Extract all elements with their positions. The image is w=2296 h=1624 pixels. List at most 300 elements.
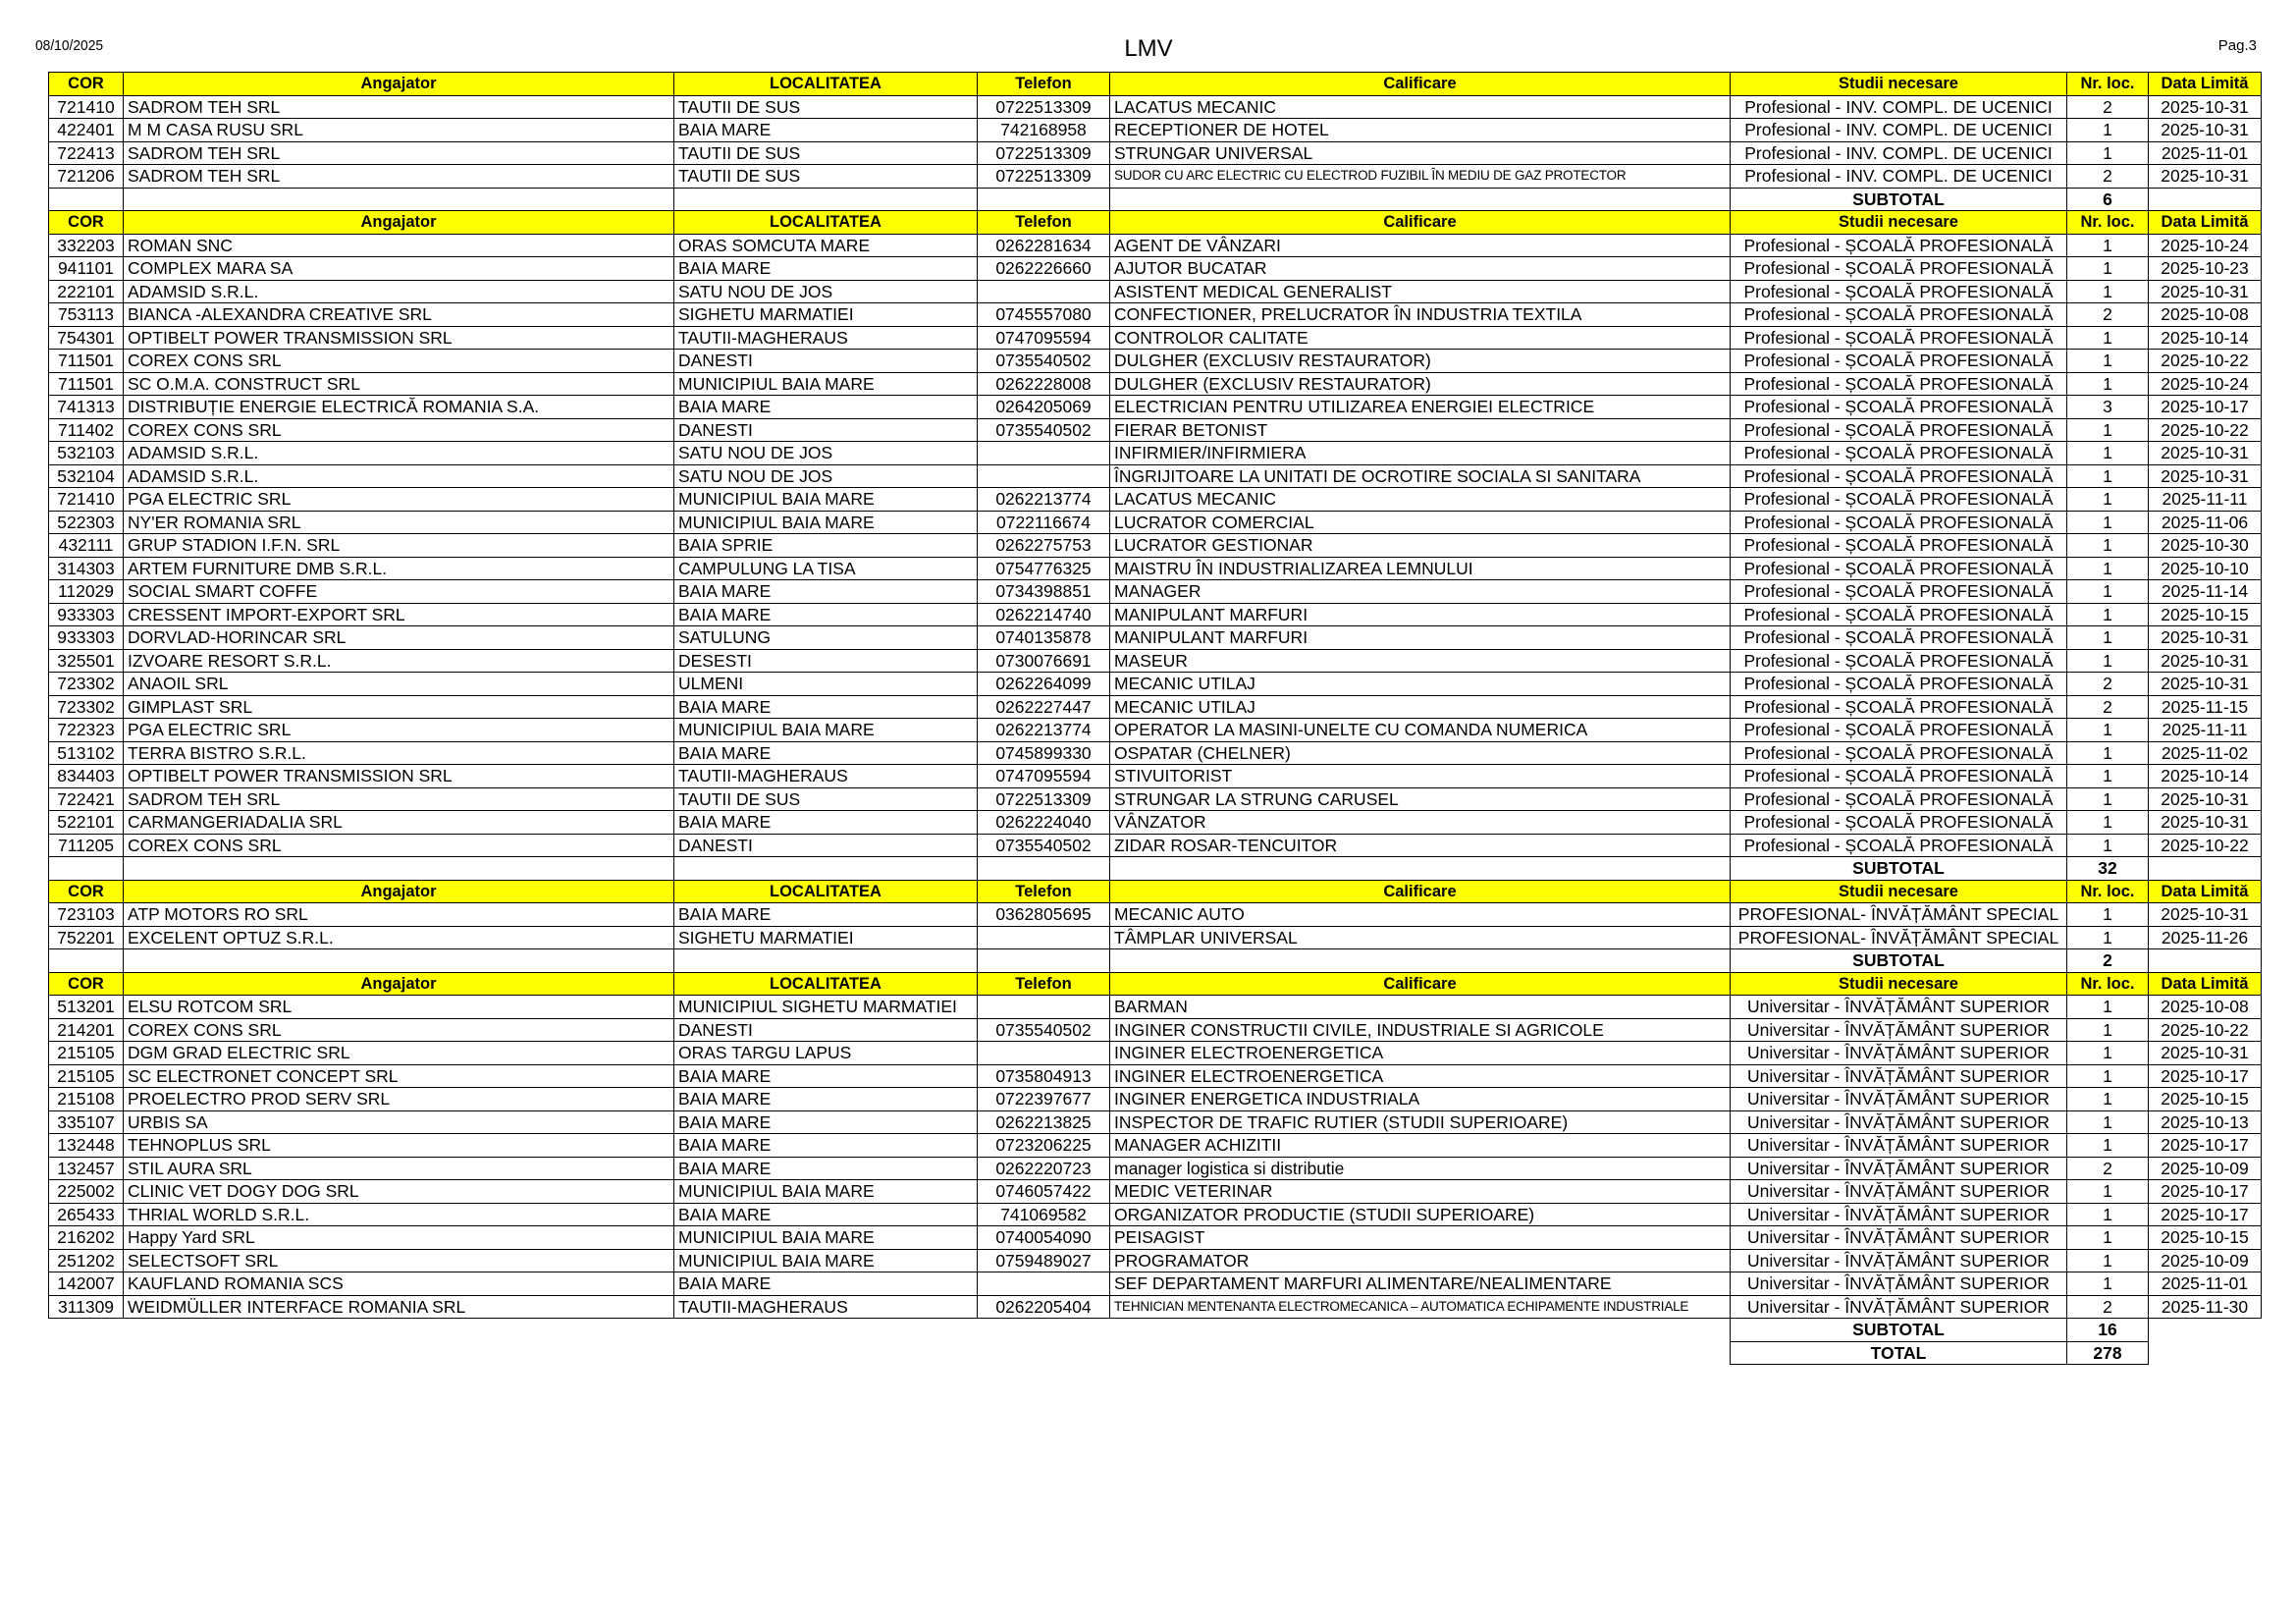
employer-cell: COREX CONS SRL <box>124 834 674 857</box>
table-row <box>49 165 2262 189</box>
positions-cell: 1 <box>2067 1249 2149 1272</box>
locality-cell: ORAS TARGU LAPUS <box>674 1042 978 1065</box>
header-nr-loc: Nr. loc. <box>2067 880 2149 903</box>
deadline-cell: 2025-10-24 <box>2149 372 2262 396</box>
positions-cell: 1 <box>2067 1272 2149 1296</box>
cor-cell: 422401 <box>49 119 124 142</box>
table-row <box>49 396 2262 419</box>
empty-cell <box>49 188 124 211</box>
locality-cell: TAUTII DE SUS <box>674 787 978 811</box>
total-value: 278 <box>2067 1341 2149 1365</box>
qualification-cell: ORGANIZATOR PRODUCTIE (STUDII SUPERIOARE) <box>1110 1203 1731 1226</box>
deadline-cell: 2025-10-31 <box>2149 464 2262 488</box>
phone-cell <box>978 996 1110 1019</box>
empty-cell <box>674 1341 978 1365</box>
subtotal-row <box>49 188 2262 211</box>
locality-cell: TAUTII-MAGHERAUS <box>674 765 978 788</box>
section-header-row <box>49 880 2262 903</box>
empty-cell <box>2149 188 2262 211</box>
positions-cell: 1 <box>2067 811 2149 835</box>
locality-cell: BAIA MARE <box>674 1110 978 1134</box>
table-row <box>49 673 2262 696</box>
table-row <box>49 1157 2262 1180</box>
qualification-cell: SEF DEPARTAMENT MARFURI ALIMENTARE/NEALIMENTARE <box>1110 1272 1731 1296</box>
cor-cell: 722413 <box>49 141 124 165</box>
deadline-cell: 2025-11-26 <box>2149 926 2262 949</box>
locality-cell: BAIA MARE <box>674 1203 978 1226</box>
employer-cell: TERRA BISTRO S.R.L. <box>124 741 674 765</box>
cor-cell: 132448 <box>49 1134 124 1158</box>
locality-cell: DANESTI <box>674 834 978 857</box>
positions-cell: 1 <box>2067 649 2149 673</box>
deadline-cell: 2025-10-24 <box>2149 234 2262 257</box>
phone-cell: 0759489027 <box>978 1249 1110 1272</box>
phone-cell <box>978 1272 1110 1296</box>
phone-cell: 741069582 <box>978 1203 1110 1226</box>
table-row <box>49 234 2262 257</box>
cor-cell: 721410 <box>49 95 124 119</box>
studies-cell: Profesional - ȘCOALĂ PROFESIONALĂ <box>1731 580 2067 604</box>
phone-cell <box>978 442 1110 465</box>
employer-cell: ADAMSID S.R.L. <box>124 442 674 465</box>
employer-cell: ARTEM FURNITURE DMB S.R.L. <box>124 557 674 580</box>
studies-cell: Profesional - INV. COMPL. DE UCENICI <box>1731 141 2067 165</box>
studies-cell: Profesional - ȘCOALĂ PROFESIONALĂ <box>1731 741 2067 765</box>
qualification-cell: manager logistica si distributie <box>1110 1157 1731 1180</box>
locality-cell: BAIA MARE <box>674 903 978 927</box>
section-header-row <box>49 211 2262 235</box>
positions-cell: 1 <box>2067 534 2149 558</box>
locality-cell: BAIA MARE <box>674 257 978 281</box>
locality-cell: TAUTII DE SUS <box>674 141 978 165</box>
positions-cell: 1 <box>2067 1226 2149 1250</box>
table-row <box>49 119 2262 142</box>
table-row <box>49 1134 2262 1158</box>
section-header-row <box>49 972 2262 996</box>
locality-cell: BAIA MARE <box>674 396 978 419</box>
cor-cell: 132457 <box>49 1157 124 1180</box>
cor-cell: 722421 <box>49 787 124 811</box>
employer-cell: THRIAL WORLD S.R.L. <box>124 1203 674 1226</box>
deadline-cell: 2025-11-02 <box>2149 741 2262 765</box>
locality-cell: TAUTII DE SUS <box>674 95 978 119</box>
phone-cell: 0722513309 <box>978 787 1110 811</box>
deadline-cell: 2025-10-23 <box>2149 257 2262 281</box>
table-row <box>49 280 2262 303</box>
phone-cell: 0362805695 <box>978 903 1110 927</box>
deadline-cell: 2025-10-22 <box>2149 418 2262 442</box>
header-studii: Studii necesare <box>1731 73 2067 96</box>
employer-cell: CRESSENT IMPORT-EXPORT SRL <box>124 603 674 626</box>
employer-cell: SADROM TEH SRL <box>124 787 674 811</box>
subtotal-row <box>49 949 2262 973</box>
phone-cell: 0262227447 <box>978 695 1110 719</box>
employer-cell: WEIDMÜLLER INTERFACE ROMANIA SRL <box>124 1295 674 1319</box>
cor-cell: 265433 <box>49 1203 124 1226</box>
table-row <box>49 1110 2262 1134</box>
employer-cell: SOCIAL SMART COFFE <box>124 580 674 604</box>
cor-cell: 723302 <box>49 673 124 696</box>
phone-cell <box>978 926 1110 949</box>
deadline-cell: 2025-10-22 <box>2149 350 2262 373</box>
deadline-cell: 2025-10-15 <box>2149 1088 2262 1111</box>
header-calificare: Calificare <box>1110 972 1731 996</box>
locality-cell: BAIA MARE <box>674 695 978 719</box>
positions-cell: 1 <box>2067 557 2149 580</box>
positions-cell: 1 <box>2067 626 2149 650</box>
employer-cell: SADROM TEH SRL <box>124 141 674 165</box>
header-telefon: Telefon <box>978 211 1110 235</box>
table-row <box>49 303 2262 327</box>
positions-cell: 1 <box>2067 1042 2149 1065</box>
positions-cell: 1 <box>2067 580 2149 604</box>
phone-cell: 0740054090 <box>978 1226 1110 1250</box>
empty-cell <box>978 1319 1110 1342</box>
locality-cell: SATU NOU DE JOS <box>674 442 978 465</box>
header-calificare: Calificare <box>1110 73 1731 96</box>
qualification-cell: PROGRAMATOR <box>1110 1249 1731 1272</box>
total-label: TOTAL <box>1731 1341 2067 1365</box>
positions-cell: 1 <box>2067 741 2149 765</box>
cor-cell: 834403 <box>49 765 124 788</box>
qualification-cell: PEISAGIST <box>1110 1226 1731 1250</box>
qualification-cell: MAISTRU ÎN INDUSTRIALIZAREA LEMNULUI <box>1110 557 1731 580</box>
subtotal-label: SUBTOTAL <box>1731 857 2067 881</box>
header-angajator: Angajator <box>124 211 674 235</box>
locality-cell: DANESTI <box>674 1018 978 1042</box>
empty-cell <box>124 949 674 973</box>
cor-cell: 941101 <box>49 257 124 281</box>
total-row <box>49 1341 2262 1365</box>
qualification-cell: SUDOR CU ARC ELECTRIC CU ELECTROD FUZIBIL ÎN MEDIU DE GAZ PROTECTOR <box>1110 165 1731 189</box>
empty-cell <box>674 188 978 211</box>
deadline-cell: 2025-11-11 <box>2149 488 2262 512</box>
studies-cell: Profesional - ȘCOALĂ PROFESIONALĂ <box>1731 442 2067 465</box>
table-row <box>49 834 2262 857</box>
phone-cell: 0722513309 <box>978 95 1110 119</box>
phone-cell: 0262220723 <box>978 1157 1110 1180</box>
employer-cell: PGA ELECTRIC SRL <box>124 719 674 742</box>
locality-cell: SIGHETU MARMATIEI <box>674 303 978 327</box>
employer-cell: GRUP STADION I.F.N. SRL <box>124 534 674 558</box>
empty-cell <box>978 1341 1110 1365</box>
locality-cell: SATU NOU DE JOS <box>674 464 978 488</box>
deadline-cell: 2025-10-31 <box>2149 787 2262 811</box>
phone-cell: 0722397677 <box>978 1088 1110 1111</box>
locality-cell: BAIA MARE <box>674 603 978 626</box>
phone-cell: 0746057422 <box>978 1180 1110 1204</box>
header-calificare: Calificare <box>1110 211 1731 235</box>
positions-cell: 1 <box>2067 1064 2149 1088</box>
cor-cell: 723302 <box>49 695 124 719</box>
locality-cell: MUNICIPIUL SIGHETU MARMATIEI <box>674 996 978 1019</box>
deadline-cell: 2025-10-31 <box>2149 673 2262 696</box>
positions-cell: 2 <box>2067 95 2149 119</box>
positions-cell: 2 <box>2067 1295 2149 1319</box>
studies-cell: Profesional - ȘCOALĂ PROFESIONALĂ <box>1731 511 2067 534</box>
qualification-cell: OPERATOR LA MASINI-UNELTE CU COMANDA NUMERICA <box>1110 719 1731 742</box>
deadline-cell: 2025-10-08 <box>2149 303 2262 327</box>
positions-cell: 1 <box>2067 719 2149 742</box>
studies-cell: Profesional - INV. COMPL. DE UCENICI <box>1731 119 2067 142</box>
table-row <box>49 1064 2262 1088</box>
locality-cell: MUNICIPIUL BAIA MARE <box>674 1180 978 1204</box>
qualification-cell: MECANIC UTILAJ <box>1110 695 1731 719</box>
subtotal-row <box>49 1319 2262 1342</box>
empty-cell <box>978 188 1110 211</box>
positions-cell: 1 <box>2067 464 2149 488</box>
locality-cell: ULMENI <box>674 673 978 696</box>
locality-cell: BAIA SPRIE <box>674 534 978 558</box>
phone-cell <box>978 464 1110 488</box>
studies-cell: Profesional - ȘCOALĂ PROFESIONALĂ <box>1731 464 2067 488</box>
positions-cell: 1 <box>2067 234 2149 257</box>
cor-cell: 432111 <box>49 534 124 558</box>
table-row <box>49 534 2262 558</box>
cor-cell: 532103 <box>49 442 124 465</box>
studies-cell: Universitar - ÎNVĂȚĂMÂNT SUPERIOR <box>1731 1018 2067 1042</box>
locality-cell: BAIA MARE <box>674 1272 978 1296</box>
deadline-cell: 2025-11-01 <box>2149 141 2262 165</box>
studies-cell: Universitar - ÎNVĂȚĂMÂNT SUPERIOR <box>1731 1110 2067 1134</box>
phone-cell: 0735540502 <box>978 834 1110 857</box>
cor-cell: 142007 <box>49 1272 124 1296</box>
positions-cell: 1 <box>2067 1180 2149 1204</box>
deadline-cell: 2025-10-09 <box>2149 1249 2262 1272</box>
deadline-cell: 2025-10-08 <box>2149 996 2262 1019</box>
cor-cell: 753113 <box>49 303 124 327</box>
table-row <box>49 372 2262 396</box>
table-row <box>49 649 2262 673</box>
qualification-cell: VÂNZATOR <box>1110 811 1731 835</box>
qualification-cell: STRUNGAR UNIVERSAL <box>1110 141 1731 165</box>
employer-cell: COMPLEX MARA SA <box>124 257 674 281</box>
page-number: Pag.3 <box>2217 37 2257 54</box>
header-nr-loc: Nr. loc. <box>2067 972 2149 996</box>
empty-cell <box>2149 949 2262 973</box>
phone-cell: 0735804913 <box>978 1064 1110 1088</box>
phone-cell: 0735540502 <box>978 1018 1110 1042</box>
employer-cell: SC ELECTRONET CONCEPT SRL <box>124 1064 674 1088</box>
cor-cell: 251202 <box>49 1249 124 1272</box>
locality-cell: BAIA MARE <box>674 811 978 835</box>
cor-cell: 711402 <box>49 418 124 442</box>
locality-cell: BAIA MARE <box>674 1134 978 1158</box>
employer-cell: PROELECTRO PROD SERV SRL <box>124 1088 674 1111</box>
deadline-cell: 2025-10-17 <box>2149 1064 2262 1088</box>
qualification-cell: INGINER CONSTRUCTII CIVILE, INDUSTRIALE SI AGRICOLE <box>1110 1018 1731 1042</box>
header-cor: COR <box>49 73 124 96</box>
locality-cell: TAUTII-MAGHERAUS <box>674 326 978 350</box>
phone-cell: 0262213774 <box>978 488 1110 512</box>
locality-cell: MUNICIPIUL BAIA MARE <box>674 1226 978 1250</box>
studies-cell: Profesional - ȘCOALĂ PROFESIONALĂ <box>1731 257 2067 281</box>
phone-cell <box>978 280 1110 303</box>
header-angajator: Angajator <box>124 972 674 996</box>
table-row <box>49 350 2262 373</box>
deadline-cell: 2025-10-31 <box>2149 811 2262 835</box>
employer-cell: URBIS SA <box>124 1110 674 1134</box>
header-telefon: Telefon <box>978 972 1110 996</box>
header-nr-loc: Nr. loc. <box>2067 73 2149 96</box>
positions-cell: 1 <box>2067 141 2149 165</box>
qualification-cell: RECEPTIONER DE HOTEL <box>1110 119 1731 142</box>
header-studii: Studii necesare <box>1731 211 2067 235</box>
table-row <box>49 326 2262 350</box>
employer-cell: TEHNOPLUS SRL <box>124 1134 674 1158</box>
empty-cell <box>49 1319 124 1342</box>
locality-cell: MUNICIPIUL BAIA MARE <box>674 372 978 396</box>
employer-cell: NY'ER ROMANIA SRL <box>124 511 674 534</box>
cor-cell: 711501 <box>49 372 124 396</box>
positions-cell: 2 <box>2067 303 2149 327</box>
deadline-cell: 2025-10-31 <box>2149 119 2262 142</box>
positions-cell: 1 <box>2067 787 2149 811</box>
cor-cell: 754301 <box>49 326 124 350</box>
table-row <box>49 787 2262 811</box>
positions-cell: 1 <box>2067 1088 2149 1111</box>
empty-cell <box>978 857 1110 881</box>
qualification-cell: LACATUS MECANIC <box>1110 95 1731 119</box>
deadline-cell: 2025-10-09 <box>2149 1157 2262 1180</box>
subtotal-row <box>49 857 2262 881</box>
header-localitatea: LOCALITATEA <box>674 211 978 235</box>
positions-cell: 2 <box>2067 1157 2149 1180</box>
phone-cell: 0722513309 <box>978 165 1110 189</box>
phone-cell: 0740135878 <box>978 626 1110 650</box>
header-angajator: Angajator <box>124 880 674 903</box>
phone-cell: 0262281634 <box>978 234 1110 257</box>
locality-cell: BAIA MARE <box>674 1088 978 1111</box>
positions-cell: 1 <box>2067 996 2149 1019</box>
header-studii: Studii necesare <box>1731 880 2067 903</box>
employer-cell: CLINIC VET DOGY DOG SRL <box>124 1180 674 1204</box>
phone-cell: 0262213825 <box>978 1110 1110 1134</box>
positions-cell: 1 <box>2067 603 2149 626</box>
header-localitatea: LOCALITATEA <box>674 880 978 903</box>
qualification-cell: DULGHER (EXCLUSIV RESTAURATOR) <box>1110 350 1731 373</box>
studies-cell: Profesional - ȘCOALĂ PROFESIONALĂ <box>1731 834 2067 857</box>
table-row <box>49 695 2262 719</box>
table-row <box>49 511 2262 534</box>
deadline-cell: 2025-10-31 <box>2149 626 2262 650</box>
cor-cell: 222101 <box>49 280 124 303</box>
cor-cell: 513102 <box>49 741 124 765</box>
table-row <box>49 1226 2262 1250</box>
cor-cell: 522303 <box>49 511 124 534</box>
deadline-cell: 2025-10-31 <box>2149 1042 2262 1065</box>
positions-cell: 2 <box>2067 695 2149 719</box>
cor-cell: 513201 <box>49 996 124 1019</box>
empty-cell <box>2149 857 2262 881</box>
locality-cell: SIGHETU MARMATIEI <box>674 926 978 949</box>
locality-cell: CAMPULUNG LA TISA <box>674 557 978 580</box>
table-row <box>49 464 2262 488</box>
phone-cell: 0262226660 <box>978 257 1110 281</box>
employer-cell: SELECTSOFT SRL <box>124 1249 674 1272</box>
subtotal-label: SUBTOTAL <box>1731 1319 2067 1342</box>
employer-cell: SADROM TEH SRL <box>124 95 674 119</box>
table-row <box>49 442 2262 465</box>
employer-cell: EXCELENT OPTUZ S.R.L. <box>124 926 674 949</box>
studies-cell: Universitar - ÎNVĂȚĂMÂNT SUPERIOR <box>1731 996 2067 1019</box>
qualification-cell: ÎNGRIJITOARE LA UNITATI DE OCROTIRE SOCIALA SI SANITARA <box>1110 464 1731 488</box>
phone-cell: 0735540502 <box>978 418 1110 442</box>
qualification-cell: DULGHER (EXCLUSIV RESTAURATOR) <box>1110 372 1731 396</box>
studies-cell: Profesional - ȘCOALĂ PROFESIONALĂ <box>1731 234 2067 257</box>
table-row <box>49 1203 2262 1226</box>
cor-cell: 215108 <box>49 1088 124 1111</box>
table-row <box>49 95 2262 119</box>
cor-cell: 721206 <box>49 165 124 189</box>
phone-cell <box>978 1042 1110 1065</box>
table-row <box>49 811 2262 835</box>
phone-cell: 0262264099 <box>978 673 1110 696</box>
qualification-cell: MANIPULANT MARFURI <box>1110 626 1731 650</box>
subtotal-value: 16 <box>2067 1319 2149 1342</box>
empty-cell <box>674 949 978 973</box>
phone-cell: 742168958 <box>978 119 1110 142</box>
employer-cell: COREX CONS SRL <box>124 418 674 442</box>
subtotal-value: 2 <box>2067 949 2149 973</box>
deadline-cell: 2025-10-30 <box>2149 534 2262 558</box>
locality-cell: MUNICIPIUL BAIA MARE <box>674 1249 978 1272</box>
header-cor: COR <box>49 972 124 996</box>
header-localitatea: LOCALITATEA <box>674 972 978 996</box>
header-studii: Studii necesare <box>1731 972 2067 996</box>
studies-cell: Universitar - ÎNVĂȚĂMÂNT SUPERIOR <box>1731 1064 2067 1088</box>
studies-cell: Universitar - ÎNVĂȚĂMÂNT SUPERIOR <box>1731 1295 2067 1319</box>
deadline-cell: 2025-10-17 <box>2149 1180 2262 1204</box>
qualification-cell: MASEUR <box>1110 649 1731 673</box>
studies-cell: Profesional - ȘCOALĂ PROFESIONALĂ <box>1731 649 2067 673</box>
cor-cell: 752201 <box>49 926 124 949</box>
deadline-cell: 2025-11-06 <box>2149 511 2262 534</box>
header-localitatea: LOCALITATEA <box>674 73 978 96</box>
empty-cell <box>49 949 124 973</box>
cor-cell: 741313 <box>49 396 124 419</box>
table-row <box>49 1042 2262 1065</box>
phone-cell: 0262275753 <box>978 534 1110 558</box>
cor-cell: 532104 <box>49 464 124 488</box>
table-row <box>49 1180 2262 1204</box>
deadline-cell: 2025-10-22 <box>2149 1018 2262 1042</box>
empty-cell <box>1110 1341 1731 1365</box>
locality-cell: ORAS SOMCUTA MARE <box>674 234 978 257</box>
empty-cell <box>49 857 124 881</box>
cor-cell: 314303 <box>49 557 124 580</box>
deadline-cell: 2025-10-31 <box>2149 649 2262 673</box>
header-angajator: Angajator <box>124 73 674 96</box>
employer-cell: COREX CONS SRL <box>124 1018 674 1042</box>
studies-cell: Profesional - ȘCOALĂ PROFESIONALĂ <box>1731 787 2067 811</box>
header-data-limita: Data Limită <box>2149 880 2262 903</box>
header-cor: COR <box>49 880 124 903</box>
positions-cell: 1 <box>2067 926 2149 949</box>
employer-cell: CARMANGERIADALIA SRL <box>124 811 674 835</box>
studies-cell: Profesional - ȘCOALĂ PROFESIONALĂ <box>1731 603 2067 626</box>
employer-cell: KAUFLAND ROMANIA SCS <box>124 1272 674 1296</box>
deadline-cell: 2025-10-13 <box>2149 1110 2262 1134</box>
employer-cell: DISTRIBUȚIE ENERGIE ELECTRICĂ ROMANIA S.A. <box>124 396 674 419</box>
locality-cell: BAIA MARE <box>674 580 978 604</box>
cor-cell: 335107 <box>49 1110 124 1134</box>
studies-cell: Universitar - ÎNVĂȚĂMÂNT SUPERIOR <box>1731 1272 2067 1296</box>
deadline-cell: 2025-10-14 <box>2149 765 2262 788</box>
print-date: 08/10/2025 <box>35 37 104 54</box>
studies-cell: Profesional - ȘCOALĂ PROFESIONALĂ <box>1731 326 2067 350</box>
employer-cell: STIL AURA SRL <box>124 1157 674 1180</box>
